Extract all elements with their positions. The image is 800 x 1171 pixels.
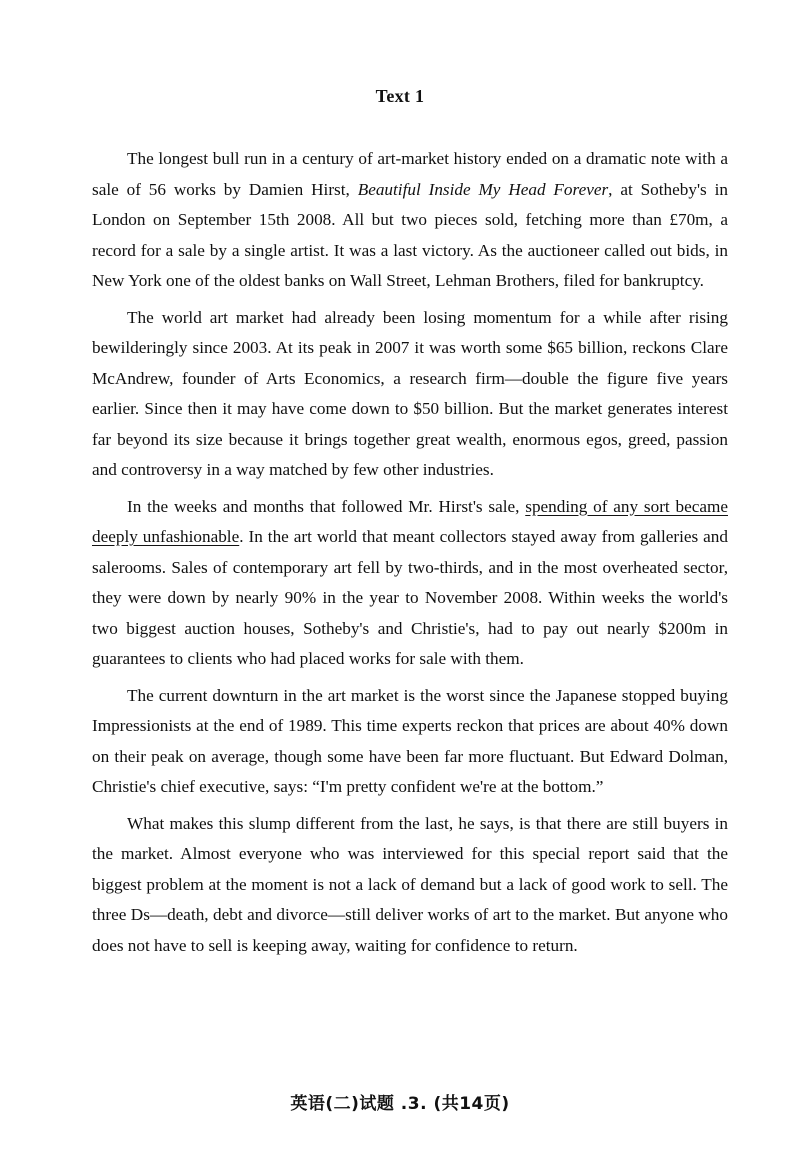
passage-body [92,144,728,967]
paragraph-1 [92,144,728,297]
paragraph-1-text-b: , at Sotheby's in London on September 15th 2008. All but two pieces sold, fetching more than £70m, a record for a sale by a single artist. It was a last victory. As the auctioneer called out bids, in New York one of the oldest banks on Wall Street, Lehman Brothers, filed for bankruptcy. [92,179,729,290]
underlined-phrase: spending of any sort became deeply unfashionable [92,496,728,546]
paragraph-2: The world art market had already been losing momentum for a while after rising bewilderingly since 2003. At its peak in 2007 it was worth some $65 billion, reckons Clare McAndrew, founder of Arts Economics, a research firm—double the figure five years earlier. Since then it may have come down to $50 billion. But the market generates interest far beyond its size because it brings together great wealth, enormous egos, greed, passion and controversy in a way matched by few other industries. [92,307,728,479]
artwork-title: Beautiful Inside My Head Forever [357,179,609,199]
paragraph-3 [92,492,728,675]
paragraph-5: What makes this slump different from the last, he says, is that there are still buyers in the market. Almost everyone who was interviewed for this special report said that the biggest problem at the moment is not a lack of demand but a lack of good work to sell. The three Ds—death, debt and divorce—still deliver works of art to the market. But anyone who does not have to sell is keeping away, waiting for confidence to return. [92,813,728,955]
paragraph-3-text-b: . In the art world that meant collectors stayed away from galleries and salerooms. Sales of contemporary art fell by two-thirds, and in the most overheated sector, they were down by nearly 90% in the year to November 2008. Within weeks the world's two biggest auction houses, Sotheby's and Christie's, had to pay out nearly $200m in guarantees to clients who had placed works for sale with them. [92,527,728,668]
paragraph-1-text-a: The longest bull run in a century of art-market history ended on a dramatic note with a sale of 56 works by Damien Hirst, [92,149,728,199]
page-title: Text 1 [375,86,425,106]
page-footer: 英语(二)试题 .3. (共14页) [290,1094,510,1114]
paragraph-3-text-a: In the weeks and months that followed Mr. Hirst's sale, [127,496,526,516]
paragraph-4: The current downturn in the art market is the worst since the Japanese stopped buying Impressionists at the end of 1989. This time experts reckon that prices are about 40% down on their peak on average, though some have been far more fluctuant. But Edward Dolman, Christie's chief executive, says: “I'm pretty confident we're at the bottom.” [92,685,728,796]
